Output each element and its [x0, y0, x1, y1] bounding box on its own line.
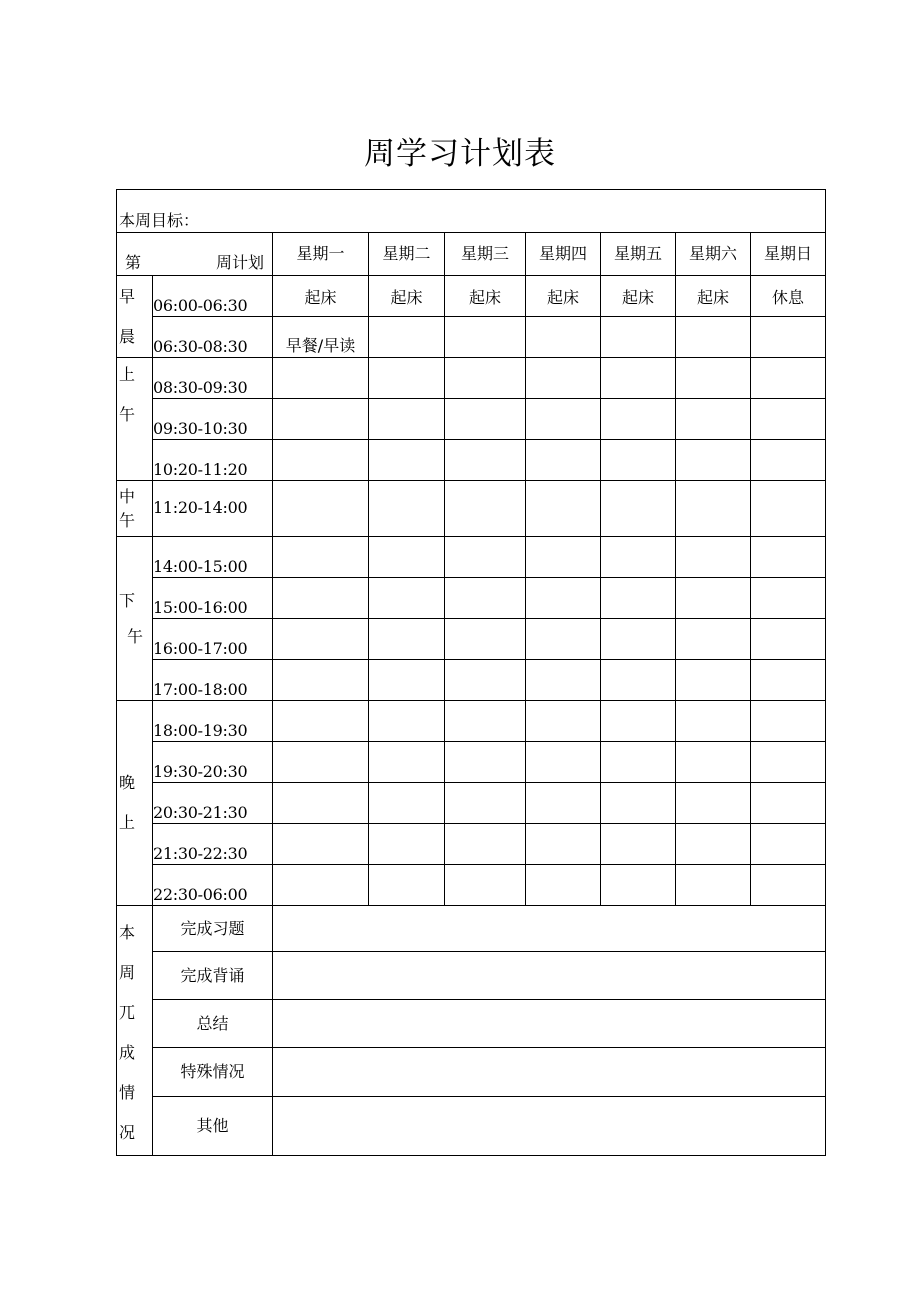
- plan-cell[interactable]: [601, 440, 676, 481]
- plan-cell[interactable]: [273, 440, 369, 481]
- plan-cell[interactable]: [445, 660, 526, 701]
- week-number-label: 第: [125, 253, 142, 272]
- header-row: [117, 233, 826, 276]
- plan-cell[interactable]: 休息: [751, 276, 826, 317]
- plan-cell[interactable]: [751, 537, 826, 578]
- plan-cell[interactable]: [526, 317, 601, 358]
- time-slot: 18:00-19:30: [153, 701, 273, 742]
- plan-cell[interactable]: [601, 783, 676, 824]
- plan-cell[interactable]: [526, 440, 601, 481]
- day-header-sun: 星期日: [751, 233, 826, 276]
- plan-cell[interactable]: [751, 578, 826, 619]
- table-row: [117, 619, 826, 660]
- plan-cell[interactable]: [369, 481, 445, 537]
- plan-cell[interactable]: [273, 399, 369, 440]
- plan-cell[interactable]: [526, 660, 601, 701]
- plan-cell[interactable]: [445, 317, 526, 358]
- summary-row: [117, 906, 826, 952]
- plan-cell[interactable]: [445, 619, 526, 660]
- table-row: [117, 660, 826, 701]
- day-header-sat: 星期六: [676, 233, 751, 276]
- plan-cell[interactable]: [676, 619, 751, 660]
- time-slot: 06:00-06:30: [153, 276, 273, 317]
- plan-cell[interactable]: [369, 399, 445, 440]
- time-slot: 09:30-10:30: [153, 399, 273, 440]
- plan-cell[interactable]: [369, 701, 445, 742]
- day-header-wed: 星期三: [445, 233, 526, 276]
- summary-row: [117, 1000, 826, 1048]
- table-row: [117, 824, 826, 865]
- table-row: [117, 578, 826, 619]
- summary-label-special: 特殊情况: [153, 1048, 273, 1097]
- plan-cell[interactable]: [601, 865, 676, 906]
- weekly-plan-table: [116, 189, 826, 1156]
- period-afternoon: 下 午: [117, 537, 153, 701]
- plan-cell[interactable]: [526, 578, 601, 619]
- week-number-cell[interactable]: [117, 233, 273, 276]
- time-slot: 11:20-14:00: [153, 481, 273, 537]
- plan-cell[interactable]: [526, 742, 601, 783]
- summary-input-other[interactable]: [273, 1097, 826, 1156]
- plan-cell[interactable]: [751, 481, 826, 537]
- summary-input-conclusion[interactable]: [273, 1000, 826, 1048]
- plan-cell[interactable]: [751, 619, 826, 660]
- plan-cell[interactable]: 起床: [676, 276, 751, 317]
- plan-cell[interactable]: [526, 537, 601, 578]
- summary-input-exercises[interactable]: [273, 906, 826, 952]
- plan-cell[interactable]: [445, 399, 526, 440]
- plan-cell[interactable]: [601, 399, 676, 440]
- plan-cell[interactable]: [601, 537, 676, 578]
- plan-cell[interactable]: [751, 399, 826, 440]
- plan-cell[interactable]: 起床: [445, 276, 526, 317]
- plan-cell[interactable]: [751, 358, 826, 399]
- plan-cell[interactable]: [526, 619, 601, 660]
- table-row: [117, 481, 826, 537]
- plan-cell[interactable]: [676, 742, 751, 783]
- summary-label-recitation: 完成背诵: [153, 952, 273, 1000]
- plan-cell[interactable]: [601, 742, 676, 783]
- plan-cell[interactable]: 起床: [273, 276, 369, 317]
- plan-cell[interactable]: [445, 783, 526, 824]
- plan-cell[interactable]: [676, 358, 751, 399]
- plan-cell[interactable]: [369, 742, 445, 783]
- plan-cell[interactable]: [445, 537, 526, 578]
- plan-cell[interactable]: [369, 660, 445, 701]
- plan-cell[interactable]: [273, 619, 369, 660]
- table-row: [117, 537, 826, 578]
- plan-cell[interactable]: [526, 701, 601, 742]
- plan-cell[interactable]: [273, 865, 369, 906]
- plan-cell[interactable]: 早餐/早读: [273, 317, 369, 358]
- time-slot: 15:00-16:00: [153, 578, 273, 619]
- plan-cell[interactable]: [445, 701, 526, 742]
- summary-row: [117, 1097, 826, 1156]
- week-plan-label: 周计划: [215, 253, 264, 272]
- time-slot: 22:30-06:00: [153, 865, 273, 906]
- time-slot: 08:30-09:30: [153, 358, 273, 399]
- page-title: 周学习计划表: [364, 136, 556, 172]
- plan-cell[interactable]: [526, 783, 601, 824]
- plan-cell[interactable]: [369, 358, 445, 399]
- time-slot: 21:30-22:30: [153, 824, 273, 865]
- summary-input-special[interactable]: [273, 1048, 826, 1097]
- period-evening: 晚 上: [117, 701, 153, 906]
- plan-cell[interactable]: [751, 824, 826, 865]
- plan-cell[interactable]: [445, 742, 526, 783]
- plan-cell[interactable]: [445, 481, 526, 537]
- time-slot: 10:20-11:20: [153, 440, 273, 481]
- weekly-goal-label: 本周目标：: [119, 211, 200, 230]
- plan-cell[interactable]: [273, 358, 369, 399]
- plan-cell[interactable]: [273, 660, 369, 701]
- plan-cell[interactable]: [526, 865, 601, 906]
- plan-cell[interactable]: [676, 399, 751, 440]
- plan-cell[interactable]: [751, 660, 826, 701]
- plan-cell[interactable]: [601, 358, 676, 399]
- plan-cell[interactable]: [273, 742, 369, 783]
- time-slot: 19:30-20:30: [153, 742, 273, 783]
- plan-cell[interactable]: [526, 358, 601, 399]
- plan-cell[interactable]: [526, 824, 601, 865]
- plan-cell[interactable]: [445, 440, 526, 481]
- plan-cell[interactable]: [273, 783, 369, 824]
- plan-cell[interactable]: [751, 701, 826, 742]
- time-slot: 14:00-15:00: [153, 537, 273, 578]
- plan-cell[interactable]: [751, 865, 826, 906]
- day-header-tue: 星期二: [369, 233, 445, 276]
- plan-cell[interactable]: [601, 481, 676, 537]
- plan-cell[interactable]: [676, 701, 751, 742]
- time-slot: 20:30-21:30: [153, 783, 273, 824]
- plan-cell[interactable]: [751, 783, 826, 824]
- table-row: [117, 358, 826, 399]
- plan-cell[interactable]: [676, 824, 751, 865]
- summary-label-other: 其他: [153, 1097, 273, 1156]
- summary-label-conclusion: 总结: [153, 1000, 273, 1048]
- period-noon: 中 午: [117, 481, 153, 537]
- plan-cell[interactable]: 起床: [369, 276, 445, 317]
- plan-cell[interactable]: [369, 824, 445, 865]
- table-row: [117, 399, 826, 440]
- plan-cell[interactable]: [369, 440, 445, 481]
- plan-cell[interactable]: [273, 537, 369, 578]
- day-header-thu: 星期四: [526, 233, 601, 276]
- table-row: [117, 742, 826, 783]
- time-slot: 16:00-17:00: [153, 619, 273, 660]
- plan-cell[interactable]: [601, 317, 676, 358]
- plan-cell[interactable]: [369, 865, 445, 906]
- time-slot: 06:30-08:30: [153, 317, 273, 358]
- plan-cell[interactable]: [676, 783, 751, 824]
- plan-cell[interactable]: [445, 865, 526, 906]
- summary-row: [117, 1048, 826, 1097]
- plan-cell[interactable]: [601, 660, 676, 701]
- plan-cell[interactable]: [445, 358, 526, 399]
- plan-cell[interactable]: [526, 481, 601, 537]
- summary-side-label: 本 周 兀 成 情 况: [117, 906, 153, 1156]
- plan-cell[interactable]: [601, 578, 676, 619]
- plan-cell[interactable]: [369, 578, 445, 619]
- plan-cell[interactable]: [676, 660, 751, 701]
- table-row: [117, 865, 826, 906]
- summary-input-recitation[interactable]: [273, 952, 826, 1000]
- plan-cell[interactable]: [273, 701, 369, 742]
- day-header-mon: 星期一: [273, 233, 369, 276]
- plan-cell[interactable]: [273, 481, 369, 537]
- period-forenoon: 上 午: [117, 358, 153, 481]
- plan-cell[interactable]: [273, 824, 369, 865]
- plan-cell[interactable]: [445, 578, 526, 619]
- plan-cell[interactable]: [751, 440, 826, 481]
- table-row: [117, 317, 826, 358]
- plan-cell[interactable]: [601, 824, 676, 865]
- plan-cell[interactable]: [751, 742, 826, 783]
- plan-cell[interactable]: [601, 619, 676, 660]
- plan-cell[interactable]: [369, 317, 445, 358]
- table-row: [117, 440, 826, 481]
- plan-cell[interactable]: [273, 578, 369, 619]
- table-row: [117, 701, 826, 742]
- plan-cell[interactable]: [445, 824, 526, 865]
- summary-row: [117, 952, 826, 1000]
- plan-cell[interactable]: [676, 578, 751, 619]
- plan-cell[interactable]: [369, 537, 445, 578]
- plan-cell[interactable]: [601, 701, 676, 742]
- plan-cell[interactable]: [676, 440, 751, 481]
- period-morning: 早 晨: [117, 276, 153, 358]
- weekly-goal-cell[interactable]: [117, 190, 826, 233]
- plan-cell[interactable]: 起床: [601, 276, 676, 317]
- table-row: [117, 276, 826, 317]
- plan-cell[interactable]: [369, 783, 445, 824]
- table-row: [117, 783, 826, 824]
- summary-label-exercises: 完成习题: [153, 906, 273, 952]
- plan-cell[interactable]: [369, 619, 445, 660]
- plan-cell[interactable]: [751, 317, 826, 358]
- plan-cell[interactable]: 起床: [526, 276, 601, 317]
- plan-cell[interactable]: [526, 399, 601, 440]
- plan-cell[interactable]: [676, 537, 751, 578]
- day-header-fri: 星期五: [601, 233, 676, 276]
- plan-cell[interactable]: [676, 317, 751, 358]
- plan-cell[interactable]: [676, 481, 751, 537]
- plan-cell[interactable]: [676, 865, 751, 906]
- time-slot: 17:00-18:00: [153, 660, 273, 701]
